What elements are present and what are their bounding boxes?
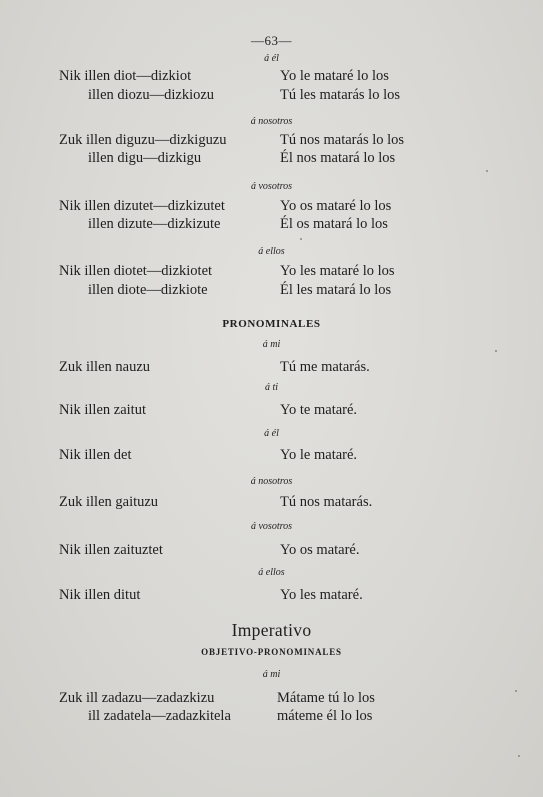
- paper-speck: [518, 755, 520, 757]
- basque-line: Nik illen ditut: [59, 587, 141, 603]
- subheading-a-vosotros: á vosotros: [250, 521, 293, 532]
- basque-line: Zuk ill zadazu—zadazkizu: [59, 690, 215, 706]
- spanish-line: Yo os mataré lo los: [280, 198, 392, 214]
- spanish-line: Yo os mataré.: [280, 542, 360, 558]
- subheading-a-mi: á mi: [262, 339, 281, 350]
- spanish-line: Yo le mataré.: [280, 447, 358, 463]
- page-number: —63—: [251, 33, 292, 48]
- subheading-a-el: á él: [264, 53, 279, 64]
- subheading-a-mi: á mi: [262, 669, 281, 680]
- spanish-line: Yo le mataré lo los: [280, 68, 389, 84]
- basque-line: ill zadatela—zadazkitela: [88, 708, 231, 724]
- subheading-a-nosotros: á nosotros: [250, 476, 293, 487]
- subheading-a-ti: á ti: [264, 382, 279, 393]
- basque-line: Zuk illen nauzu: [59, 359, 151, 375]
- spanish-line: Yo les mataré lo los: [280, 263, 395, 279]
- spanish-line: Él les matará lo los: [280, 282, 392, 298]
- basque-line: illen digu—dizkigu: [88, 150, 202, 166]
- subheading-a-vosotros: á vosotros: [250, 181, 293, 192]
- spanish-line: Tú les matarás lo los: [280, 87, 401, 103]
- spanish-line: Tú nos matarás.: [280, 494, 373, 510]
- paper-speck: [515, 690, 517, 692]
- basque-line: Nik illen zaitut: [59, 402, 146, 418]
- spanish-line: Tú nos matarás lo los: [280, 132, 405, 148]
- paper-speck: [495, 350, 497, 352]
- subheading-a-el: á él: [264, 428, 279, 439]
- basque-line: illen diote—dizkiote: [88, 282, 208, 298]
- basque-line: illen diozu—dizkiozu: [88, 87, 215, 103]
- basque-line: Nik illen diotet—dizkiotet: [59, 263, 213, 279]
- spanish-line: Él nos matará lo los: [280, 150, 396, 166]
- spanish-line: Mátame tú lo los: [277, 690, 375, 706]
- subheading-a-nosotros: á nosotros: [250, 116, 293, 127]
- basque-line: Zuk illen gaituzu: [59, 494, 159, 510]
- basque-line: Nik illen det: [59, 447, 132, 463]
- basque-line: illen dizute—dizkizute: [88, 216, 221, 232]
- spanish-line: Tú me matarás.: [280, 359, 370, 375]
- section-heading-objetivo-pronominales: OBJETIVO-PRONOMINALES: [201, 647, 342, 657]
- subheading-a-ellos: á ellos: [258, 567, 285, 578]
- paper-speck: [486, 170, 488, 172]
- spanish-line: máteme él lo los: [277, 708, 373, 724]
- section-title-imperativo: Imperativo: [231, 620, 312, 640]
- basque-line: Zuk illen diguzu—dizkiguzu: [59, 132, 227, 148]
- spanish-line: Yo te mataré.: [280, 402, 358, 418]
- subheading-a-ellos: á ellos: [258, 246, 285, 257]
- spanish-line: Yo les mataré.: [280, 587, 363, 603]
- basque-line: Nik illen diot—dizkiot: [59, 68, 192, 84]
- basque-line: Nik illen dizutet—dizkizutet: [59, 198, 225, 214]
- spanish-line: Él os matará lo los: [280, 216, 388, 232]
- paper-speck: [300, 238, 302, 240]
- section-heading-pronominales: PRONOMINALES: [222, 318, 321, 330]
- basque-line: Nik illen zaituztet: [59, 542, 163, 558]
